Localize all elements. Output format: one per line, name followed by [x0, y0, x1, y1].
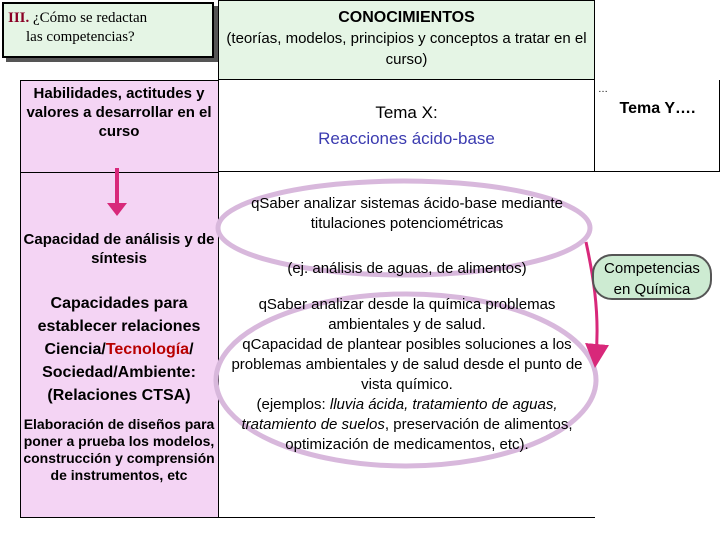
objective-acid-base-text: Saber analizar sistemas ácido-base mediante titulaciones potenciométricas [259, 195, 563, 232]
objective-solutions-text: Capacidad de plantear posibles soluciones a los problemas ambientales y de salud desde el punto de vista químico. [231, 336, 583, 393]
objective-environment-line [222, 295, 592, 335]
objective-acid-base [222, 194, 592, 234]
competencias-line2: en Química [613, 281, 691, 298]
topic-y-dots: … [598, 84, 608, 95]
ctsa-slash: / [189, 341, 194, 358]
section-title-line1: ¿Cómo se redactan [33, 10, 148, 26]
section-number: III. [8, 10, 30, 26]
bullet-icon: q [258, 296, 267, 313]
competencias-bubble [592, 254, 712, 300]
design-elaboration-label: Elaboración de diseños para poner a prueba los modelos, construcción y comprensión de instrumentos, etc [23, 416, 215, 483]
objective-environment-text: Saber analizar desde la química problemas ambientales y de salud. [266, 296, 556, 333]
knowledge-title: CONOCIMIENTOS [338, 9, 475, 26]
section-title-line2: las competencias? [26, 29, 135, 45]
objective-examples [222, 395, 592, 455]
topic-y-label: Tema Y…. [619, 100, 696, 117]
examples-prefix: (ejemplos: [256, 396, 330, 413]
ctsa-line-3: Sociedad/Ambiente: [42, 364, 196, 381]
ctsa-tecnologia: Tecnología [105, 341, 190, 358]
bullet-icon: q [242, 336, 251, 353]
objective-solutions-line [222, 335, 592, 395]
examples-rest: , preservación de alimentos, optimización de medicamentos, etc). [285, 416, 573, 453]
ctsa-line-1: Capacidades para establecer relaciones [37, 295, 201, 335]
ctsa-line-4: (Relaciones CTSA) [47, 387, 191, 404]
examples-italic: lluvia ácida, tratamiento de aguas, tratamiento de suelos [241, 396, 558, 433]
knowledge-subtitle: (teorías, modelos, principios y conceptos a tratar en el curso) [226, 30, 587, 68]
topic-x-label: Tema X: [375, 103, 438, 122]
skills-heading: Habilidades, actitudes y valores a desarrollar en el curso [26, 85, 212, 140]
ctsa-ciencia: Ciencia/ [44, 341, 106, 358]
objective-environment [222, 295, 592, 455]
objective-acid-base-example: (ej. análisis de aguas, de alimentos) [287, 260, 527, 277]
analysis-capacity-label: Capacidad de análisis y de síntesis [23, 231, 215, 267]
competencias-line1: Competencias [604, 260, 700, 277]
bullet-icon: q [251, 195, 260, 212]
topic-x-title: Reacciones ácido-base [318, 129, 495, 148]
